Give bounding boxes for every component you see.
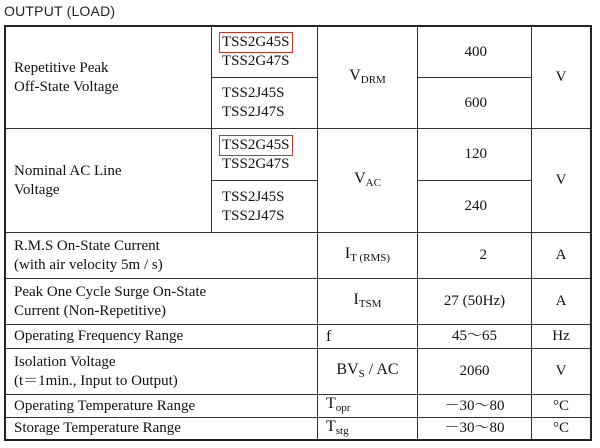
value-cell xyxy=(418,129,532,181)
unit-cell xyxy=(532,27,590,129)
value-cell xyxy=(418,418,532,439)
symbol-cell xyxy=(318,129,418,233)
param-line: Off-State Voltage xyxy=(14,78,119,95)
unit-cell xyxy=(532,418,590,439)
model-name: TSS2G47S xyxy=(222,155,290,172)
unit-cell xyxy=(532,233,590,279)
symbol-cell xyxy=(318,233,418,279)
model-cell xyxy=(212,27,318,78)
value-cell xyxy=(418,349,532,395)
param-cell xyxy=(6,349,318,395)
unit: °C xyxy=(552,420,569,436)
symbol: $BV_S$ / AC xyxy=(336,360,399,380)
param-line: Nominal AC Line xyxy=(14,162,122,179)
value-cell xyxy=(418,78,532,129)
param-cell xyxy=(6,233,318,279)
symbol-cell xyxy=(318,27,418,129)
param-line: Isolation Voltage xyxy=(14,353,116,370)
spec-table xyxy=(4,25,592,441)
param-line: Operating Temperature Range xyxy=(14,397,196,414)
model-cell xyxy=(212,78,318,129)
param-line: (with air velocity 5m / s) xyxy=(14,256,163,273)
section-title: OUTPUT (LOAD) xyxy=(4,3,116,19)
model-name: TSS2J45S xyxy=(222,85,285,101)
unit-cell xyxy=(532,129,590,233)
param-line: Storage Temperature Range xyxy=(14,420,181,436)
param-line: Repetitive Peak xyxy=(14,59,109,76)
model-name-highlighted: TSS2G45S xyxy=(222,34,290,50)
model-name: TSS2J45S xyxy=(222,188,285,205)
value-cell xyxy=(418,395,532,418)
symbol: $T_{opr}$ xyxy=(326,395,351,414)
symbol: $I_{T (RMS)}$ xyxy=(344,244,391,264)
unit-cell xyxy=(532,349,590,395)
model-name: TSS2J47S xyxy=(222,104,285,120)
param-cell xyxy=(6,418,318,439)
symbol: $V_{AC}$ xyxy=(354,169,381,189)
value: 45～65 xyxy=(451,328,497,344)
value: 2 xyxy=(479,247,487,263)
symbol: f xyxy=(326,328,332,345)
unit-cell xyxy=(532,279,590,325)
param-cell xyxy=(6,395,318,418)
symbol-cell xyxy=(318,395,418,418)
param-line: Current (Non-Repetitive) xyxy=(14,302,167,319)
model-name: TSS2J47S xyxy=(222,207,285,224)
value-cell xyxy=(418,27,532,78)
model-name-highlighted: TSS2G45S xyxy=(222,136,290,153)
symbol: $I_{TSM}$ xyxy=(353,290,382,310)
param-line: Peak One Cycle Surge On-State xyxy=(14,283,207,300)
unit-cell xyxy=(532,325,590,349)
value-cell xyxy=(418,279,532,325)
param-line: Operating Frequency Range xyxy=(14,328,184,344)
param-line: Voltage xyxy=(14,181,60,198)
value: 120 xyxy=(464,146,487,162)
unit: Hz xyxy=(552,328,570,344)
param-cell xyxy=(6,27,212,129)
unit: °C xyxy=(552,397,569,414)
value: 27 (50Hz) xyxy=(443,293,506,309)
unit: V xyxy=(555,363,567,379)
value: 240 xyxy=(464,198,487,214)
unit: A xyxy=(555,247,567,263)
symbol-cell xyxy=(318,418,418,439)
value-cell xyxy=(418,325,532,349)
unit: V xyxy=(555,172,567,188)
symbol: $T_{stg}$ xyxy=(326,417,349,437)
symbol-cell xyxy=(318,349,418,395)
value: －30～80 xyxy=(444,420,505,436)
param-line: R.M.S On-State Current xyxy=(14,237,160,254)
symbol-cell xyxy=(318,279,418,325)
param-line: (t＝1min., Input to Output) xyxy=(14,372,178,389)
value: 400 xyxy=(464,43,487,60)
param-cell xyxy=(6,325,318,349)
param-cell xyxy=(6,279,318,325)
value: －30～80 xyxy=(444,397,505,414)
symbol: $V_{DRM}$ xyxy=(349,66,386,86)
unit-cell xyxy=(532,395,590,418)
value-cell xyxy=(418,181,532,233)
model-cell xyxy=(212,181,318,233)
value: 2060 xyxy=(459,363,490,379)
model-name: TSS2G47S xyxy=(222,53,290,69)
symbol-cell xyxy=(318,325,418,349)
value: 600 xyxy=(464,94,487,111)
unit: A xyxy=(555,293,567,309)
model-cell xyxy=(212,129,318,181)
param-cell xyxy=(6,129,212,233)
value-cell xyxy=(418,233,532,279)
unit: V xyxy=(555,69,567,85)
